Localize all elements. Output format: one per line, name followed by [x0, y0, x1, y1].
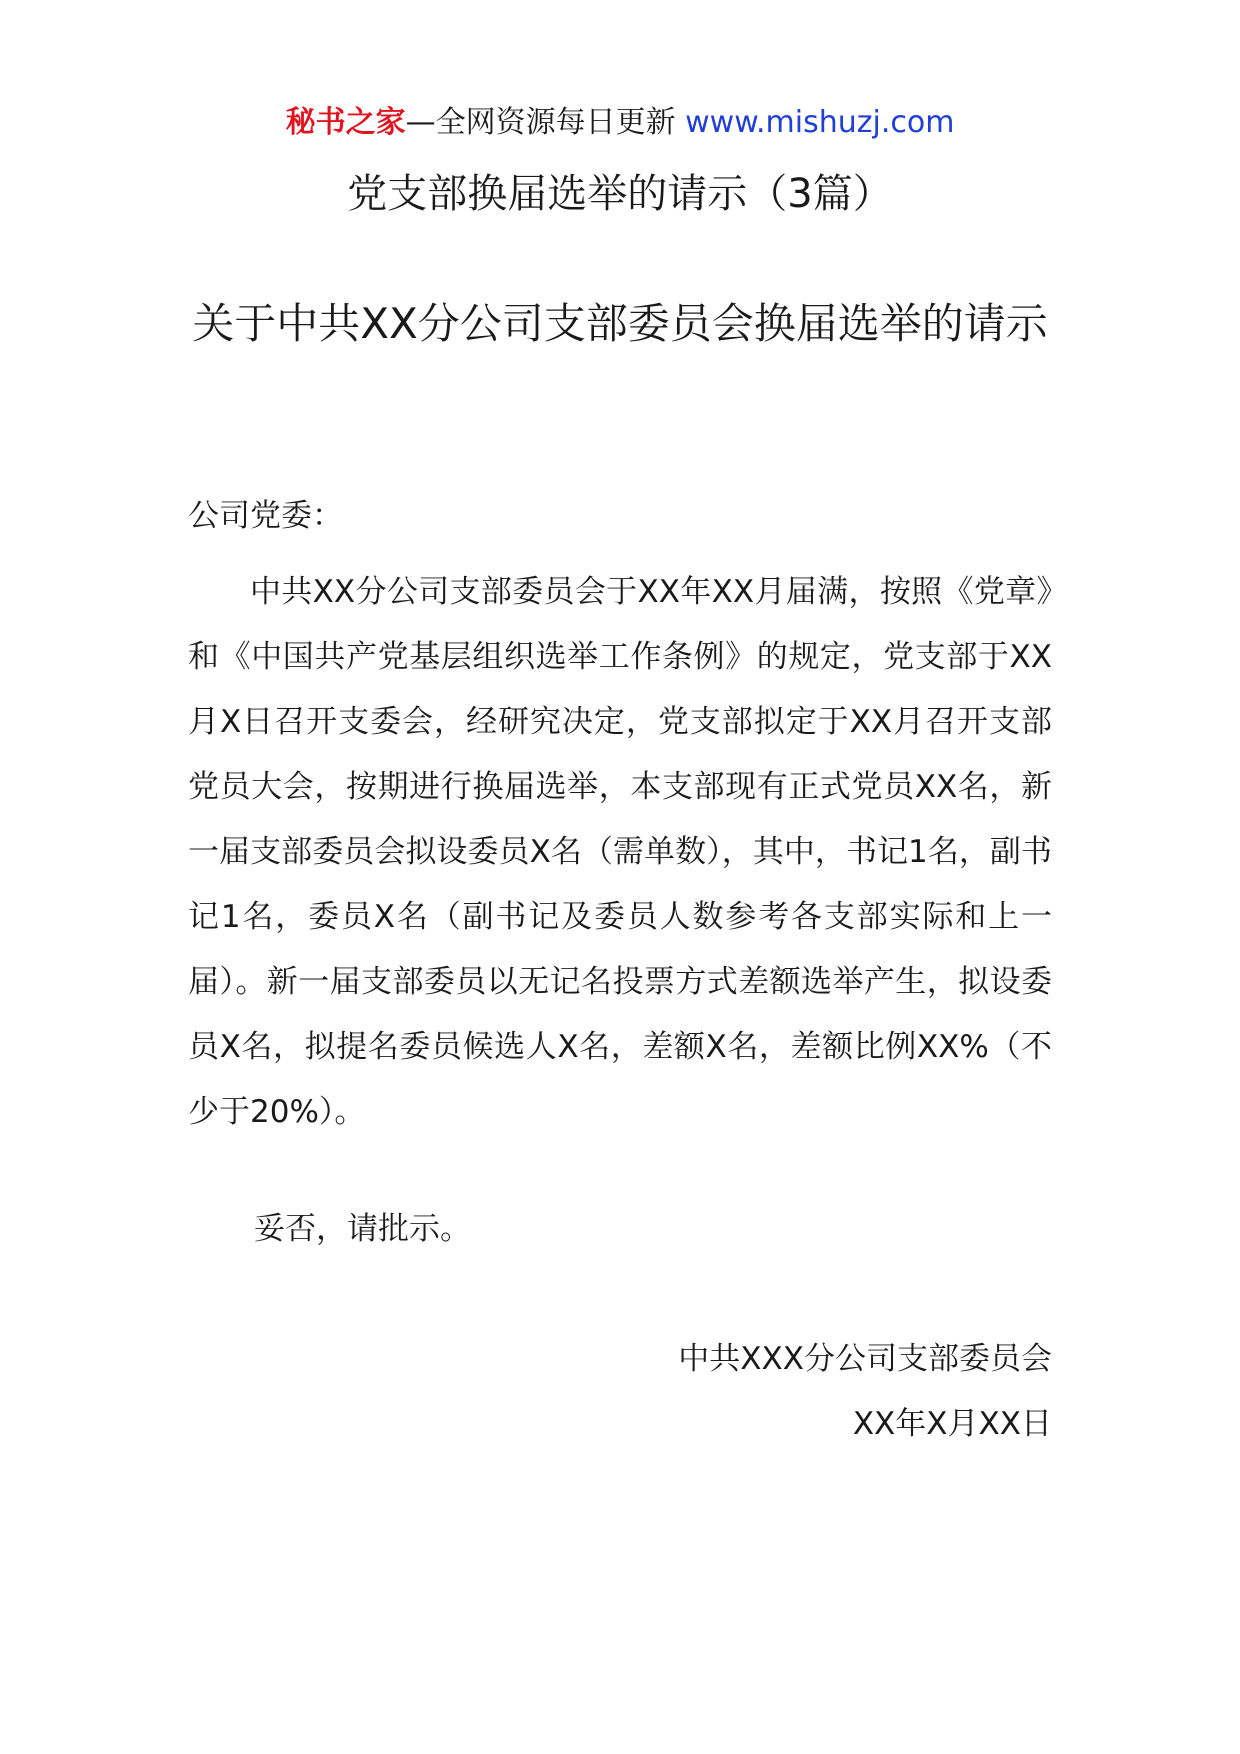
brand-name: 秘书之家	[285, 105, 406, 140]
body-paragraph: 中共XX分公司支部委员会于XX年XX月届满，按照《党章》和《中国共产党基层组织选举工作条例》的规定，党支部于XX月X日召开支委会，经研究决定，党支部拟定于XX月召开支部党员大会，按期进行换届选举，本支部现有正式党员XX名，新一届支部委员会拟设委员X名（需单数），其中，书记1名，副书记1名，委员X名（副书记及委员人数参考各支部实际和上一届）。新一届支部委员以无记名投票方式差额选举产生，拟设委员X名，拟提名委员候选人X名，差额X名，差额比例XX%（不少于20%）。	[188, 574, 1052, 1130]
salutation: 公司党委：	[188, 498, 343, 534]
signature-organization: 中共XXX分公司支部委员会	[678, 1341, 1052, 1377]
request-title: 关于中共XX分公司支部委员会换届选举的请示	[192, 299, 1048, 348]
signature-date: XX年X月XX日	[852, 1406, 1052, 1442]
site-slogan: —全网资源每日更新	[405, 105, 676, 140]
document-title: 党支部换届选举的请示（3篇）	[347, 171, 893, 217]
site-url-link[interactable]: www.mishuzj.com	[685, 105, 955, 140]
closing-line: 妥否，请批示。	[254, 1211, 471, 1247]
site-header	[0, 103, 1240, 143]
